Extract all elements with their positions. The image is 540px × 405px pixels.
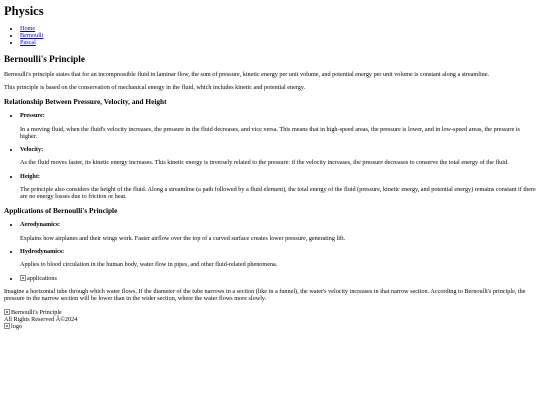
- nav-item-home: [20, 25, 536, 32]
- item-text-aerodynamics: Explains how airplanes and their wings work. Faster airflow over the top of a curved surface creates lower pressure, generating lift.: [20, 234, 346, 242]
- item-title-velocity: • Velocity:: [20, 146, 44, 154]
- relationship-heading: Relationship Between Pressure, Velocity, and Height: [4, 96, 167, 106]
- item-title-height: • Height:: [20, 172, 40, 180]
- item-title-aerodynamics: • Aerodynamics:: [20, 221, 61, 229]
- nav-link-bernoulli[interactable]: Bernoulli: [20, 31, 44, 39]
- nav-item-pascal: [20, 39, 536, 46]
- item-title-hydrodynamics: • Hydrodynamics:: [20, 247, 65, 255]
- site-title: Physics: [4, 4, 44, 18]
- applications-image-alt: applications: [27, 274, 57, 282]
- applications-image: [20, 275, 57, 282]
- broken-image-icon: [4, 309, 10, 315]
- list-item: [20, 173, 536, 201]
- copyright-text: All Rights Reserved Â©2024: [4, 315, 78, 323]
- item-text-velocity: As the fluid moves faster, its kinetic energy increases. This kinetic energy is inversely related to the pressure: if the velocity increases, the pressure decreases to conserve the total energy of the fluid.: [20, 159, 509, 167]
- list-item: [20, 275, 536, 282]
- principle-image: [4, 309, 62, 316]
- intro-paragraph-1: Bernoulli's principle states that for an incompressible fluid in laminar flow, the sum of pressure, kinetic energy per unit volume, and potential energy per unit volume is constant along a streamline.: [4, 70, 490, 78]
- nav-link-pascal[interactable]: Pascal: [20, 39, 36, 46]
- item-text-hydrodynamics: Applies to blood circulation in the human body, water flow in pipes, and other fluid-related phenomena.: [20, 261, 278, 269]
- broken-image-icon: [20, 275, 26, 281]
- list-item: [20, 248, 536, 269]
- principle-image-row: [4, 309, 536, 316]
- example-paragraph: Imagine a horizontal tube through which water flows. If the diameter of the tube narrows in a section (like in a funnel), the water's velocity increases in that narrow section. According to Bernoulli's principle, the pressure in the narrow section will be lower than in the wider section, where the water flows more slowly.: [4, 287, 526, 303]
- logo-row: [4, 323, 536, 330]
- item-text-height: The principle also considers the height of the fluid. Along a streamline (a path followed by a fluid element), the total energy of the fluid (pressure, kinetic energy, and potential energy) remains constant if there are no energy losses due to friction or heat.: [20, 186, 536, 201]
- relationship-list: [4, 112, 536, 201]
- broken-image-icon: [4, 323, 10, 329]
- list-item: [20, 146, 536, 167]
- logo-image: [4, 323, 22, 330]
- list-item: [20, 112, 536, 140]
- page-title: Bernoulli's Principle: [4, 54, 85, 65]
- list-item: [20, 221, 536, 242]
- item-title-pressure: • Pressure:: [20, 112, 45, 120]
- principle-image-alt: Bernoulli's Principle: [11, 308, 62, 316]
- item-text-pressure: In a moving fluid, when the fluid's velocity increases, the pressure in the fluid decreases, and vice versa. This means that in high-speed areas, the pressure is lower, and in low-speed areas, the pressure is higher.: [20, 125, 520, 140]
- applications-heading: Applications of Bernoulli's Principle: [4, 205, 118, 215]
- nav-link-home[interactable]: Home: [20, 24, 36, 32]
- intro-paragraph-2: This principle is based on the conservation of mechanical energy in the fluid, which includes kinetic and potential energy.: [4, 84, 306, 92]
- nav-list: [4, 25, 536, 46]
- nav-item-bernoulli: [20, 32, 536, 39]
- applications-list: [4, 221, 536, 282]
- logo-image-alt: logo: [11, 323, 23, 331]
